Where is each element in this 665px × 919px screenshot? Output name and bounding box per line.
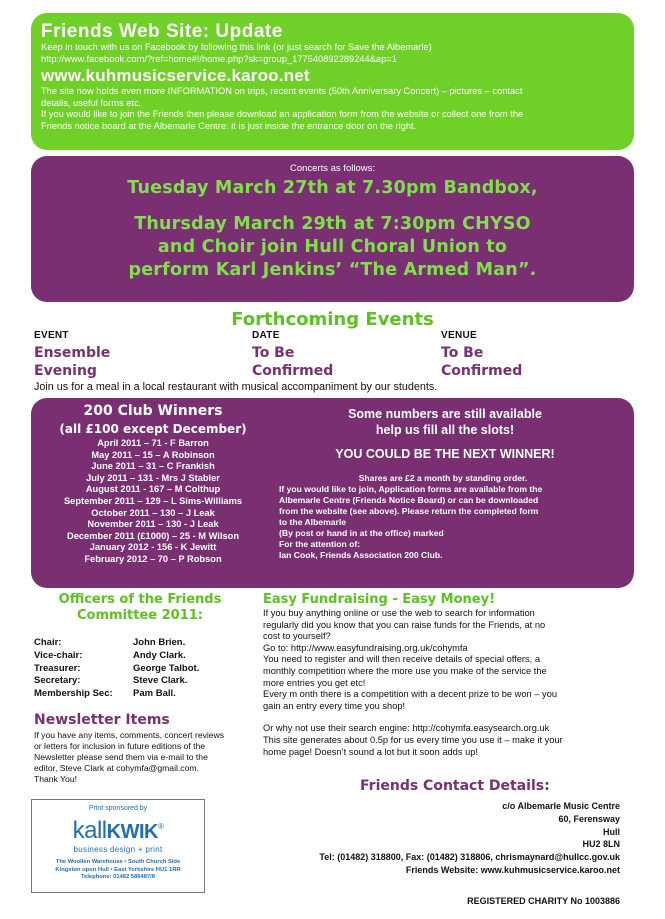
officers-list [34, 637, 199, 701]
officer-row [34, 650, 199, 663]
event-name-2: Evening [34, 363, 97, 379]
logo-kall: kall [72, 817, 107, 844]
club-next-winner: YOU COULD BE THE NEXT WINNER! [335, 447, 555, 461]
newsletter-line: editor, Steve Clark at cohymfa@gmail.com. [34, 763, 199, 773]
sponsor-label: Print sponsored by [88, 805, 148, 812]
events-title: Forthcoming Events [231, 309, 434, 330]
site-link[interactable]: www.kuhmusicservice.karoo.net [41, 66, 310, 85]
officer-row [34, 688, 199, 701]
winner-row: May 2011 – 15 – A Robinson [91, 449, 215, 460]
easysearch-link[interactable]: Or why not use their search engine: http://cohymfa.easysearch.org.uk [263, 723, 550, 734]
officer-name: Steve Clark. [133, 675, 188, 687]
officer-name: Pam Ball. [133, 688, 176, 700]
concert-line-1: Tuesday March 27th at 7.30pm Bandbox, [127, 178, 538, 198]
kallkwik-logo [32, 815, 204, 844]
winner-row: October 2011 – 130 – J Leak [91, 507, 215, 518]
winner-row: January 2012 - 156 - K Jewitt [89, 542, 217, 553]
newsletter-line: Thank You! [34, 774, 78, 784]
officers-title-1: Officers of the Friends [58, 592, 222, 607]
newsletter-body [34, 730, 224, 785]
newsletter-line: Newsletter please send them via e-mail to the [34, 752, 208, 762]
newsletter-title: Newsletter Items [34, 712, 170, 728]
contact-title: Friends Contact Details: [360, 778, 550, 794]
officers-title [34, 592, 246, 624]
events-col-event: EVENT [34, 330, 69, 341]
fundraising-line: Every m onth there is a competition with a decent prize to be won – you [263, 689, 558, 700]
fundraising-line: cost to yourself? [263, 631, 331, 642]
winner-row: November 2011 – 130 - J Leak [87, 519, 219, 530]
club-detail-line: from the website (see above). Please return the completed form [279, 506, 539, 516]
officer-role: Vice-chair: [34, 649, 83, 661]
officer-row [34, 663, 199, 676]
winner-row: September 2011 – 129 – L Sims-Williams [63, 495, 243, 506]
info-line-1: The site now holds even more INFORMATION on trips, recent events (50th Anniversary Concert) – pictures – contact [41, 86, 523, 96]
fundraising-line: regularly did you know that you can raise funds for the Friends, at no [263, 619, 546, 630]
winner-row: June 2011 – 31 – C Frankish [91, 461, 215, 472]
join-line-2: Friends notice board at the Albemarle Centre: it is just inside the entrance door on the right. [41, 120, 417, 131]
fundraising-title: Easy Fundraising - Easy Money! [263, 592, 496, 607]
sponsor-phone: Telephone: 01482 586487/8 [80, 874, 155, 880]
fundraising-line: gain an entry every time you shop! [263, 700, 406, 711]
fundraising-line: more entries you get etc! [263, 677, 366, 688]
sponsor-tagline: business design + print [73, 845, 163, 854]
club-detail-line: Albemarle Centre (Friends Notice Board) or can be downloaded [279, 495, 539, 505]
winner-row: December 2011 (£1000) – 25 - M Wilson [67, 530, 239, 541]
club-detail-line: If you would like to join, Application forms are available from the [279, 484, 543, 494]
officer-name: Andy Clark. [133, 649, 186, 661]
newsletter-line: If you have any items, comments, concert reviews [34, 730, 225, 740]
winner-row: February 2012 – 70 – P Robson [84, 553, 222, 564]
concerts-intro: Concerts as follows: [289, 163, 375, 174]
fundraising-line: If you buy anything online or use the web to search for information [263, 608, 535, 618]
club-detail-line: Shares are £2 a month by standing order. [358, 473, 528, 483]
event-date-1: To Be [252, 345, 295, 361]
winner-row: April 2011 – 71 - F Barron [97, 438, 209, 448]
club-detail-line: (By post or hand in at the office) marked [279, 528, 444, 538]
join-line-1: If you would like to join the Friends then please download an application form from the website or collect one from the [41, 109, 524, 119]
event-name-1: Ensemble [34, 345, 111, 361]
website-update-panel [31, 13, 634, 150]
event-date-2: Confirmed [252, 363, 334, 379]
event-venue-2: Confirmed [441, 363, 523, 379]
events-col-date: DATE [252, 330, 280, 341]
fundraising-body [263, 608, 563, 758]
club-panel [31, 398, 634, 588]
facebook-link[interactable]: http://www.facebook.com/?ref=home#!/home.php?sk=group_177540892289244&ap=1 [41, 53, 397, 64]
fundraising-line: You need to register and will then receive details of special offers, a [263, 654, 541, 665]
club-title: 200 Club Winners [83, 403, 223, 419]
officer-role: Membership Sec: [34, 688, 113, 700]
officer-name: George Talbot. [133, 662, 200, 674]
officer-role: Secretary: [34, 675, 81, 687]
facebook-intro: Keep in touch with us on Facebook by following this link (or just search for Save the Albemarle) [41, 42, 432, 52]
website-title: Friends Web Site: Update [41, 21, 283, 42]
concert-line-4: perform Karl Jenkins’ “The Armed Man”. [128, 260, 537, 280]
info-line-2: details, useful forms etc. [41, 97, 142, 108]
contact-address-3: Hull [603, 826, 620, 837]
contact-address-1: c/o Albemarle Music Centre [502, 801, 620, 811]
club-detail-line: to the Albemarle [279, 517, 347, 527]
club-available-2: help us fill all the slots! [375, 423, 515, 437]
contact-website[interactable]: Friends Website: www.kuhmusicservice.karoo.net [405, 864, 620, 875]
club-detail-line: For the attention of: [279, 539, 361, 549]
officer-row [34, 675, 199, 688]
logo-kwik: KWIK [106, 821, 158, 843]
fundraising-line: home page! Doesn’t sound a lot but it soon adds up! [263, 746, 479, 757]
officer-row [34, 637, 199, 650]
winner-row: July 2011 – 131 - Mrs J Stabler [86, 472, 220, 483]
sponsor-box [31, 799, 205, 893]
newsletter-line: or letters for inclusion in future editions of the [34, 741, 206, 751]
officers-title-2: Committee 2011: [77, 608, 203, 623]
sponsor-address-2: Kingston upon Hull • East Yorkshire HU1 1RR [55, 866, 181, 873]
club-available-1: Some numbers are still available [348, 407, 542, 421]
concert-line-3: and Choir join Hull Choral Union to [157, 237, 508, 257]
winners-list [31, 438, 275, 566]
contact-address-4: HU2 8LN [582, 839, 620, 850]
concerts-panel [31, 156, 634, 302]
club-detail-line: Ian Cook, Friends Association 200 Club. [279, 550, 443, 560]
officer-name: John Brien. [133, 637, 186, 648]
fundraising-line: This site generates about 0.5p for us every time you use it – make it your [263, 734, 563, 745]
fundraising-link[interactable]: Go to: http://www.easyfundraising.org.uk/cohymfa [263, 642, 468, 653]
officer-role: Chair: [34, 637, 62, 648]
events-col-venue: VENUE [441, 330, 477, 341]
event-venue-1: To Be [441, 345, 484, 361]
winner-row: August 2011 - 167 – M Colthup [85, 484, 221, 495]
officer-role: Treasurer: [34, 662, 81, 674]
concert-line-2: Thursday March 29th at 7:30pm CHYSO [134, 214, 531, 234]
contact-phones: Tel: (01482) 318800, Fax: (01482) 318806, chrismaynard@hullcc.gov.uk [319, 852, 620, 863]
fundraising-line: monthly competition where the more use you make of the service the [263, 665, 547, 676]
charity-number: REGISTERED CHARITY No 1003886 [467, 896, 620, 906]
contact-address-2: 60, Ferensway [558, 813, 620, 824]
contact-block [200, 800, 620, 877]
club-details [279, 473, 629, 561]
event-description: Join us for a meal in a local restaurant with musical accompaniment by our students. [34, 381, 438, 393]
logo-reg-mark: ® [157, 822, 164, 831]
club-subtitle: (all £100 except December) [59, 422, 247, 436]
sponsor-address-1: The Woollen Warehouse • South Church Side [55, 859, 181, 865]
